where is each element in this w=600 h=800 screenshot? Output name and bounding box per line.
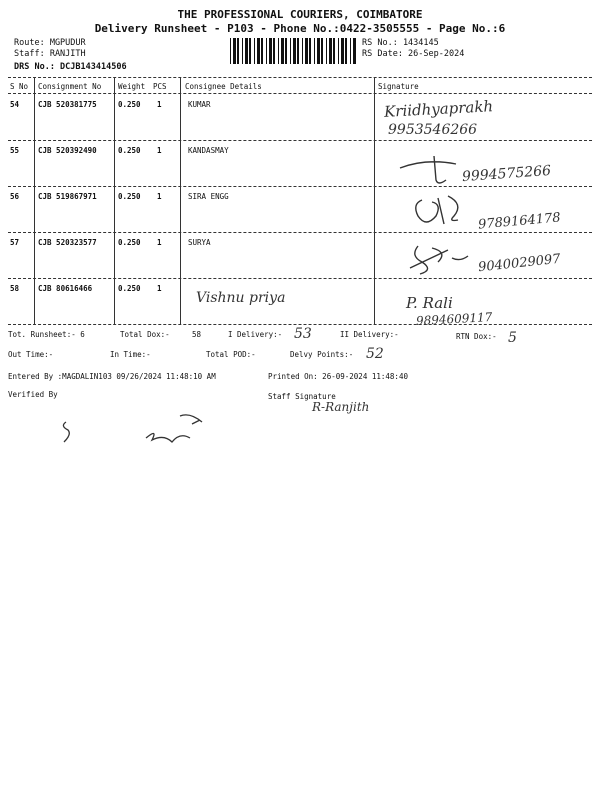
recipient-phone-handwritten: 9953546266	[388, 122, 478, 138]
row-consignee: SIRA ENGG	[188, 192, 229, 201]
recipient-signature	[408, 190, 478, 232]
i-delivery-handwritten: 53	[294, 326, 312, 342]
total-dox-label: Total Dox:-	[120, 330, 170, 339]
row-pcs: 1	[157, 284, 162, 293]
i-delivery-label: I Delivery:-	[228, 330, 283, 339]
recipient-phone-handwritten: 9994575266	[461, 162, 552, 186]
rs-date: RS Date: 26-Sep-2024	[362, 49, 465, 59]
printed-on: Printed On: 26-09-2024 11:48:40	[268, 372, 408, 381]
total-pod-label: Total POD:-	[206, 350, 256, 359]
col-header-sno: S No	[10, 82, 29, 91]
row-divider	[8, 140, 592, 141]
table-top-rule	[8, 77, 592, 78]
verified-by-label: Verified By	[8, 390, 58, 399]
row-sno: 57	[10, 238, 20, 247]
col-divider	[114, 77, 115, 325]
row-pcs: 1	[157, 146, 162, 155]
company-title: THE PROFESSIONAL COURIERS, COIMBATORE	[177, 8, 423, 21]
drs-number: DRS No.: DCJB143414506	[14, 62, 127, 72]
delvy-points-handwritten: 52	[366, 346, 384, 362]
col-divider	[374, 77, 375, 325]
ii-delivery-label: II Delivery:-	[340, 330, 399, 339]
row-consignee: KANDASMAY	[188, 146, 229, 155]
row-pcs: 1	[157, 238, 162, 247]
total-dox-value: 58	[192, 330, 202, 339]
row-weight: 0.250	[118, 284, 141, 293]
col-header-pcs: PCS	[153, 82, 167, 91]
recipient-phone-handwritten: 9040029097	[477, 251, 562, 276]
entered-by: Entered By :MAGDALIN103 09/26/2024 11:48:10 AM	[8, 372, 216, 381]
recipient-phone-handwritten: 9894609117	[415, 310, 493, 328]
row-consignment: CJB 520392490	[38, 146, 97, 155]
col-divider	[34, 77, 35, 325]
recipient-phone-handwritten: 9789164178	[477, 210, 562, 233]
row-sno: 58	[10, 284, 20, 293]
row-divider	[8, 232, 592, 233]
table-header-rule	[8, 93, 592, 94]
row-consignment: CJB 519867971	[38, 192, 97, 201]
total-runsheet: Tot. Runsheet:- 6	[8, 330, 85, 339]
in-time-label: In Time:-	[110, 350, 151, 359]
barcode	[230, 38, 358, 64]
col-divider	[180, 77, 181, 325]
table-bottom-rule	[8, 324, 592, 325]
row-sno: 56	[10, 192, 20, 201]
runsheet-subtitle: Delivery Runsheet - P103 - Phone No.:0422-3505555 - Page No.:6	[94, 22, 506, 35]
col-header-consignee: Consignee Details	[185, 82, 262, 91]
recipient-signature	[408, 240, 488, 276]
row-weight: 0.250	[118, 192, 141, 201]
verifier-signature	[60, 412, 230, 448]
staff-label: Staff: RANJITH	[14, 49, 86, 59]
out-time-label: Out Time:-	[8, 350, 54, 359]
rtn-dox-handwritten: 5	[508, 330, 517, 346]
row-weight: 0.250	[118, 146, 141, 155]
rtn-dox-label: RTN Dox:-	[456, 332, 497, 341]
recipient-signature: P. Rali	[406, 294, 453, 312]
recipient-signature: Kriidhyaprakh	[383, 97, 494, 121]
row-divider	[8, 278, 592, 279]
rs-number: RS No.: 1434145	[362, 38, 439, 48]
row-weight: 0.250	[118, 100, 141, 109]
row-pcs: 1	[157, 192, 162, 201]
staff-signature-handwritten: R-Ranjith	[312, 400, 370, 414]
consignee-handwritten: Vishnu priya	[196, 290, 286, 306]
delvy-points-label: Delvy Points:-	[290, 350, 354, 359]
col-header-consignment: Consignment No	[38, 82, 102, 91]
row-sno: 54	[10, 100, 20, 109]
col-header-weight: Weight	[118, 82, 146, 91]
row-consignee: KUMAR	[188, 100, 211, 109]
row-consignee: SURYA	[188, 238, 211, 247]
row-sno: 55	[10, 146, 20, 155]
row-consignment: CJB 520381775	[38, 100, 97, 109]
row-weight: 0.250	[118, 238, 141, 247]
staff-signature-label: Staff Signature	[268, 392, 336, 401]
row-pcs: 1	[157, 100, 162, 109]
route-label: Route: MGPUDUR	[14, 38, 86, 48]
col-header-signature: Signature	[378, 82, 419, 91]
row-divider	[8, 186, 592, 187]
row-consignment: CJB 520323577	[38, 238, 97, 247]
row-consignment: CJB 80616466	[38, 284, 93, 293]
